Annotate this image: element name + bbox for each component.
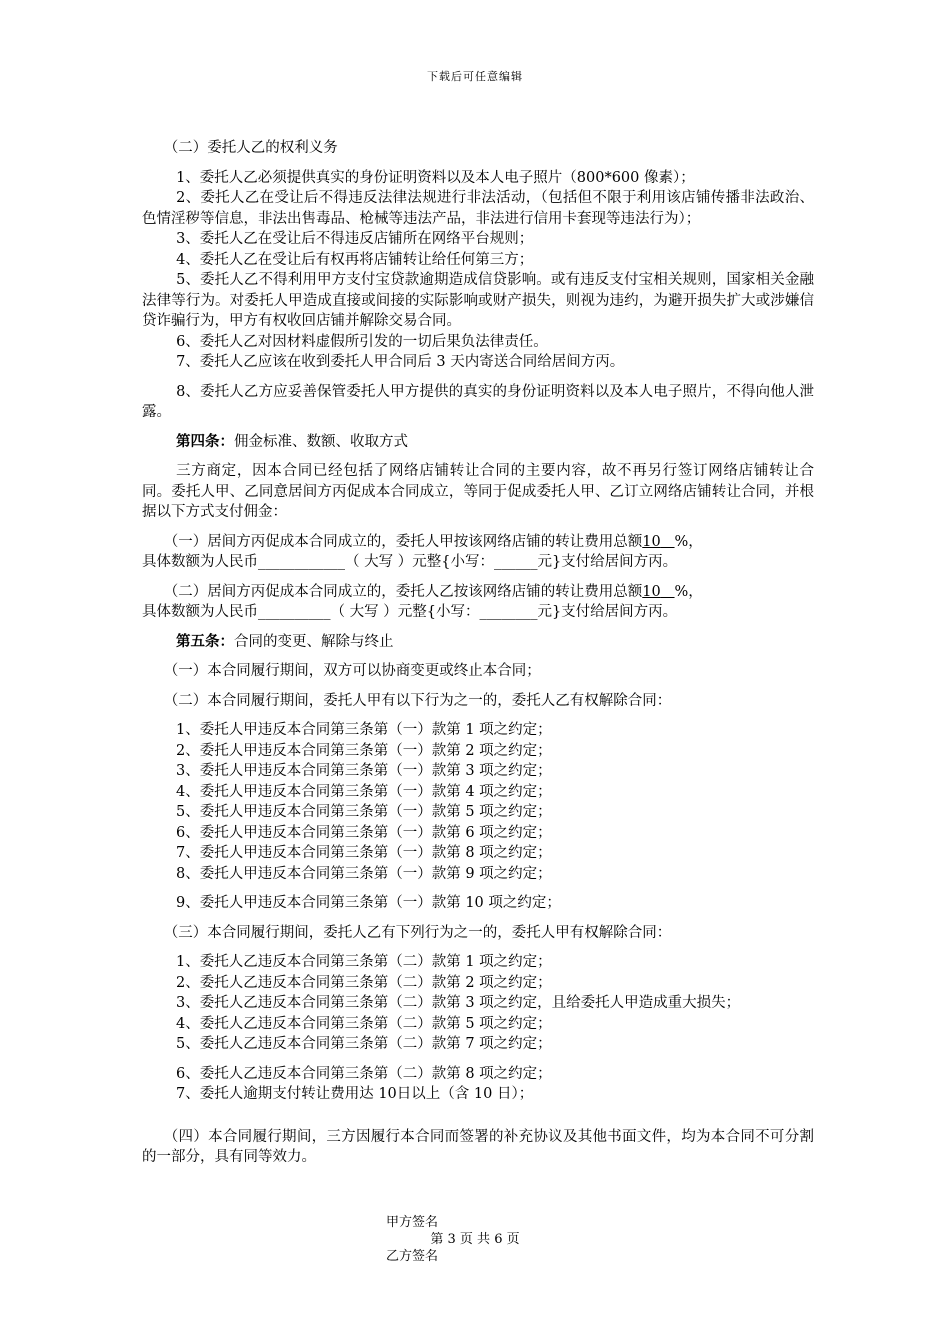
list-item: 3、委托人乙违反本合同第三条第（二）款第 3 项之约定，且给委托人甲造成重大损失； (176, 995, 741, 1011)
page-header-note: 下载后可任意编辑 (427, 70, 523, 83)
party-a-signature-label: 甲方签名 (386, 1215, 439, 1230)
section-b-item-7: 7、委托人乙应该在收到委托人甲合同后 3 天内寄送合同给居间方丙。 (176, 354, 625, 370)
article-4-title: 佣金标准、数额、收取方式 (234, 433, 408, 450)
amount-small-blank-a: ______ (493, 554, 538, 570)
list-item: 5、委托人乙违反本合同第三条第（二）款第 7 项之约定； (176, 1036, 552, 1052)
list-item: 6、委托人乙违反本合同第三条第（二）款第 8 项之约定； (176, 1065, 552, 1082)
article-5-title: 合同的变更、解除与终止 (234, 633, 394, 650)
section-b-item-2: 2、委托人乙在受让后不得违反法律法规进行非法活动，（包括但不限于利用该店铺传播非法政治、色情淫秽等信息，非法出售毒品、枪械等违法产品，非法进行信用卡套现等违法行为）； (142, 190, 814, 227)
article-4-intro: 三方商定，因本合同已经包括了网络店铺转让合同的主要内容，故不再另行签订网络店铺转让合同。委托人甲、乙同意居间方丙促成本合同成立，等同于促成委托人甲、乙订立网络店铺转让合同，并根据以下方式支付佣金： (142, 463, 814, 520)
section-b-item-5: 5、委托人乙不得利用甲方支付宝贷款逾期造成信贷影响。或有违反支付宝相关规则，国家相关金融法律等行为。对委托人甲造成直接或间接的实际影响或财产损失，则视为违约，为避开损失扩大或涉嫌信贷诈骗行为，甲方有权收回店铺并解除交易合同。 (142, 272, 814, 329)
article-5-clause-4: （四）本合同履行期间，三方因履行本合同而签署的补充协议及其他书面文件，均为本合同不可分割的一部分，具有同等效力。 (142, 1128, 814, 1165)
section-b-item-3: 3、委托人乙在受让后不得违反店铺所在网络平台规则； (176, 231, 534, 247)
list-item: 3、委托人甲违反本合同第三条第（一）款第 3 项之约定； (176, 763, 552, 779)
amount-blank-a: ____________ (258, 554, 345, 570)
section-b-item-6: 6、委托人乙对因材料虚假所引发的一切后果负法律责任。 (176, 333, 548, 350)
commission-percent-b: 10 (642, 583, 661, 600)
list-item: 5、委托人甲违反本合同第三条第（一）款第 5 项之约定； (176, 804, 552, 820)
document-body (142, 138, 814, 1168)
list-item: 2、委托人甲违反本合同第三条第（一）款第 2 项之约定； (176, 742, 552, 759)
article-5-clause-1: （一）本合同履行期间，双方可以协商变更或终止本合同； (163, 663, 541, 679)
article-4-clause-1: （一）居间方丙促成本合同成立的，委托人甲按该网络店铺的转让费用总额10 %， 具体数额为人民币____________（ 大写 ）元整{小写：______元}支付给居间方丙。 (142, 533, 703, 570)
page-number: 第 3 页 共 6 页 (430, 1232, 520, 1247)
article-4-heading (142, 432, 814, 453)
article-5-clause-2: （二）本合同履行期间，委托人甲有以下行为之一的，委托人乙有权解除合同： (163, 692, 672, 709)
section-b-item-4: 4、委托人乙在受让后有权再将店铺转让给任何第三方； (176, 251, 534, 268)
article-4-clause-2: （二）居间方丙促成本合同成立的，委托人乙按该网络店铺的转让费用总额10 %， 具体数额为人民币__________（ 大写 ）元整{小写：________元}支付给居间方丙。 (142, 583, 703, 620)
article-5-clause-3: （三）本合同履行期间，委托人乙有下列行为之一的，委托人甲有权解除合同： (163, 924, 672, 941)
list-item: 9、委托人甲违反本合同第三条第（一）款第 10 项之约定； (176, 895, 561, 911)
list-item: 2、委托人乙违反本合同第三条第（二）款第 2 项之约定； (176, 974, 552, 991)
article-5-label: 第五条： (176, 632, 234, 650)
section-b-item-1: 1、委托人乙必须提供真实的身份证明资料以及本人电子照片（800*600 像素）； (176, 169, 695, 186)
list-item: 1、委托人甲违反本合同第三条第（一）款第 1 项之约定； (176, 722, 552, 738)
list-item: 8、委托人甲违反本合同第三条第（一）款第 9 项之约定； (176, 865, 552, 882)
list-item: 7、委托人甲违反本合同第三条第（一）款第 8 项之约定； (176, 845, 552, 861)
section-b-item-8: 8、委托人乙方应妥善保管委托人甲方提供的真实的身份证明资料以及本人电子照片，不得向他人泄露。 (142, 383, 814, 420)
amount-small-blank-b: ________ (479, 604, 538, 620)
list-item: 1、委托人乙违反本合同第三条第（二）款第 1 项之约定； (176, 954, 552, 970)
article-4-label: 第四条： (176, 432, 234, 450)
party-b-signature-label: 乙方签名 (386, 1249, 439, 1264)
page-footer (0, 1214, 950, 1265)
list-item: 4、委托人乙违反本合同第三条第（二）款第 5 项之约定； (176, 1015, 552, 1032)
article-5-heading (142, 632, 814, 653)
list-item: 7、委托人逾期支付转让费用达 10日以上（含 10 日）； (176, 1086, 534, 1102)
list-item: 4、委托人甲违反本合同第三条第（一）款第 4 项之约定； (176, 783, 552, 800)
amount-blank-b: __________ (258, 604, 331, 620)
section-b-title: （二）委托人乙的权利义务 (163, 140, 338, 156)
commission-percent-a: 10 (642, 533, 661, 550)
list-item: 6、委托人甲违反本合同第三条第（一）款第 6 项之约定； (176, 824, 552, 841)
